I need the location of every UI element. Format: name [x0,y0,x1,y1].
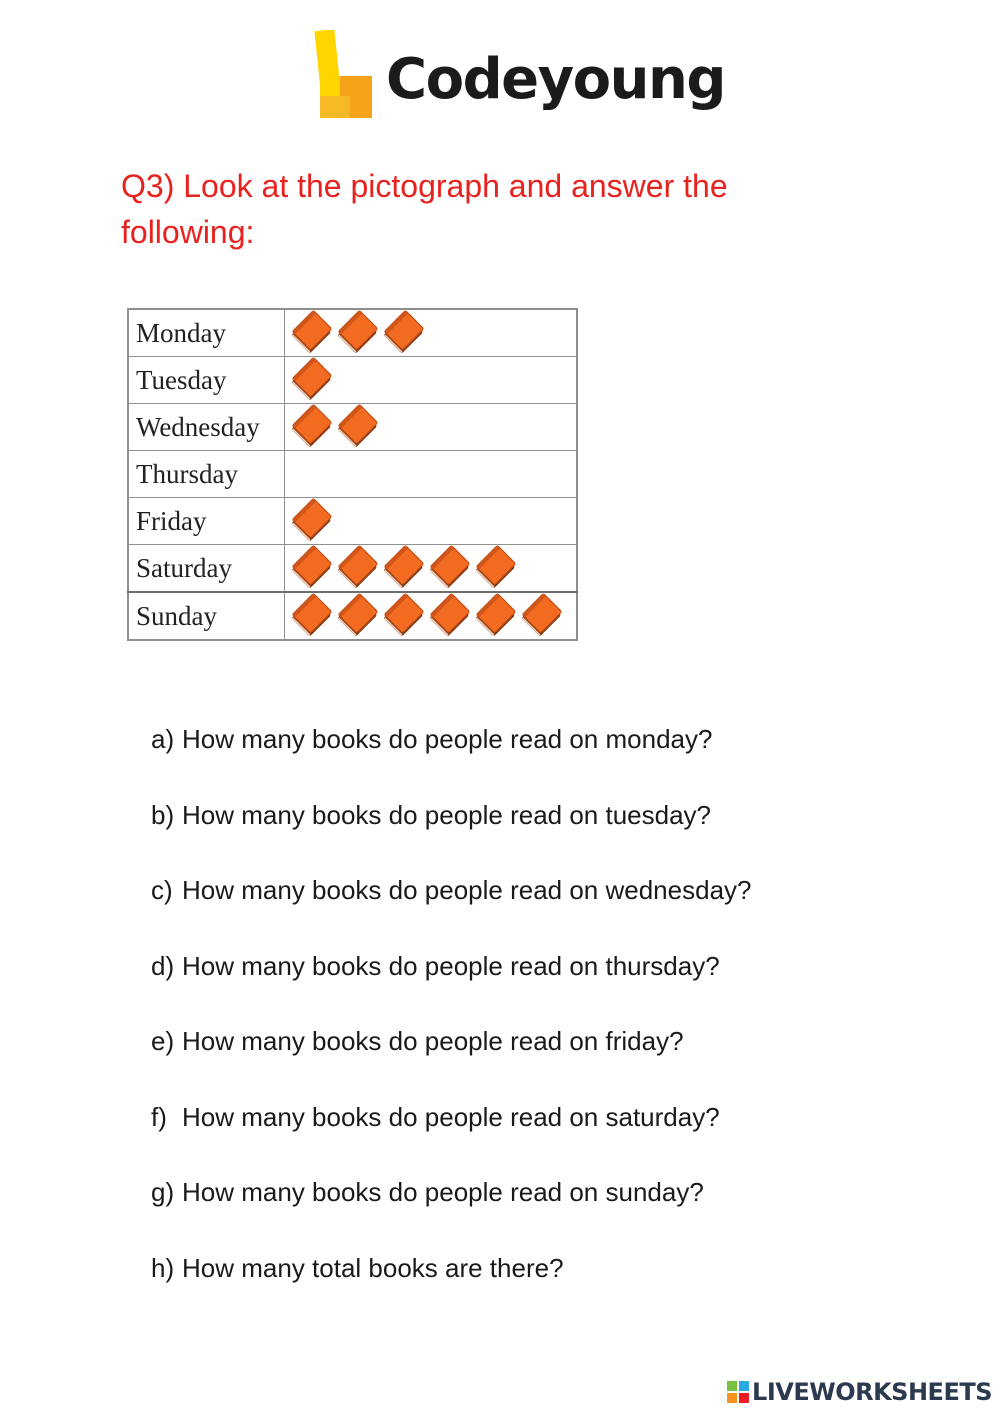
pictograph-row [128,357,577,404]
question-item [151,1247,752,1323]
book-icon [335,593,381,639]
watermark-text: LIVEWORKSHEETS [752,1378,992,1406]
book-icon [427,593,473,639]
question-text: How many books do people read on monday? [182,724,713,754]
question-label: f) [151,1101,167,1132]
brand-name: Codeyoung [386,47,725,112]
book-icons-cell [285,309,578,357]
book-icon [335,404,381,450]
book-icons-cell [285,545,578,593]
day-label: Friday [128,498,285,545]
book-icon [473,545,519,591]
question-label: e) [151,1026,175,1056]
question-label: d) [151,950,175,981]
question-text: How many books do people read on tuesday? [182,799,712,830]
book-icon [473,593,519,639]
pictograph-row [128,498,577,545]
day-label: Tuesday [128,357,285,404]
question-title: Q3) Look at the pictograph and answer the following: [121,168,728,250]
day-label: Wednesday [128,404,285,451]
pictograph-row [128,451,577,498]
book-icons-cell [285,357,578,404]
book-icon [289,310,335,356]
question-item [151,945,752,1021]
pictograph-row [128,592,577,640]
book-icon [335,310,381,356]
liveworksheets-logo-icon [727,1381,749,1403]
question-item [151,1171,752,1247]
book-icon [381,310,427,356]
question-text: How many books do people read on sunday? [182,1177,704,1207]
book-icons-row [289,498,576,544]
book-icons-cell [285,498,578,545]
book-icons-row [289,404,576,450]
liveworksheets-watermark [727,1377,992,1407]
book-icons-row [289,545,576,591]
question-item [151,794,752,870]
book-icon [289,404,335,450]
question-text: How many books do people read on friday? [182,1026,684,1056]
question-item [151,869,752,945]
book-icons-row [289,593,576,639]
day-label: Monday [128,309,285,357]
question-text: How many books do people read on thursday? [182,950,720,981]
question-label: g) [151,1177,175,1207]
book-icon [381,545,427,591]
question-label: b) [151,799,175,830]
book-icon [519,593,565,639]
book-icons-row [289,451,576,497]
day-label: Thursday [128,451,285,498]
book-icons-cell [285,404,578,451]
book-icons-row [289,357,576,403]
question-item [151,1020,752,1096]
pictograph-row [128,309,577,357]
pictograph-row [128,404,577,451]
book-icons-row [289,310,576,356]
book-icon [335,545,381,591]
book-icons-cell [285,451,578,498]
question-label: c) [151,875,173,905]
question-item [151,1096,752,1172]
book-icon [289,498,335,544]
book-icon [427,545,473,591]
book-icons-cell [285,592,578,640]
question-text: How many total books are there? [182,1252,564,1283]
pictograph-table [127,308,578,641]
question-label: a) [151,724,175,754]
book-icon [289,357,335,403]
book-icon [289,545,335,591]
codeyoung-logo [312,30,725,130]
question-item [151,718,752,794]
book-icon [289,593,335,639]
question-text: How many books do people read on wednesday? [182,875,752,905]
pictograph-row [128,545,577,593]
day-label: Sunday [128,592,285,640]
question-text: How many books do people read on saturday? [182,1101,720,1132]
day-label: Saturday [128,545,285,593]
codeyoung-logo-mark-icon [312,30,376,122]
questions-list [151,718,752,1322]
question-label: h) [151,1252,175,1283]
book-icon [381,593,427,639]
